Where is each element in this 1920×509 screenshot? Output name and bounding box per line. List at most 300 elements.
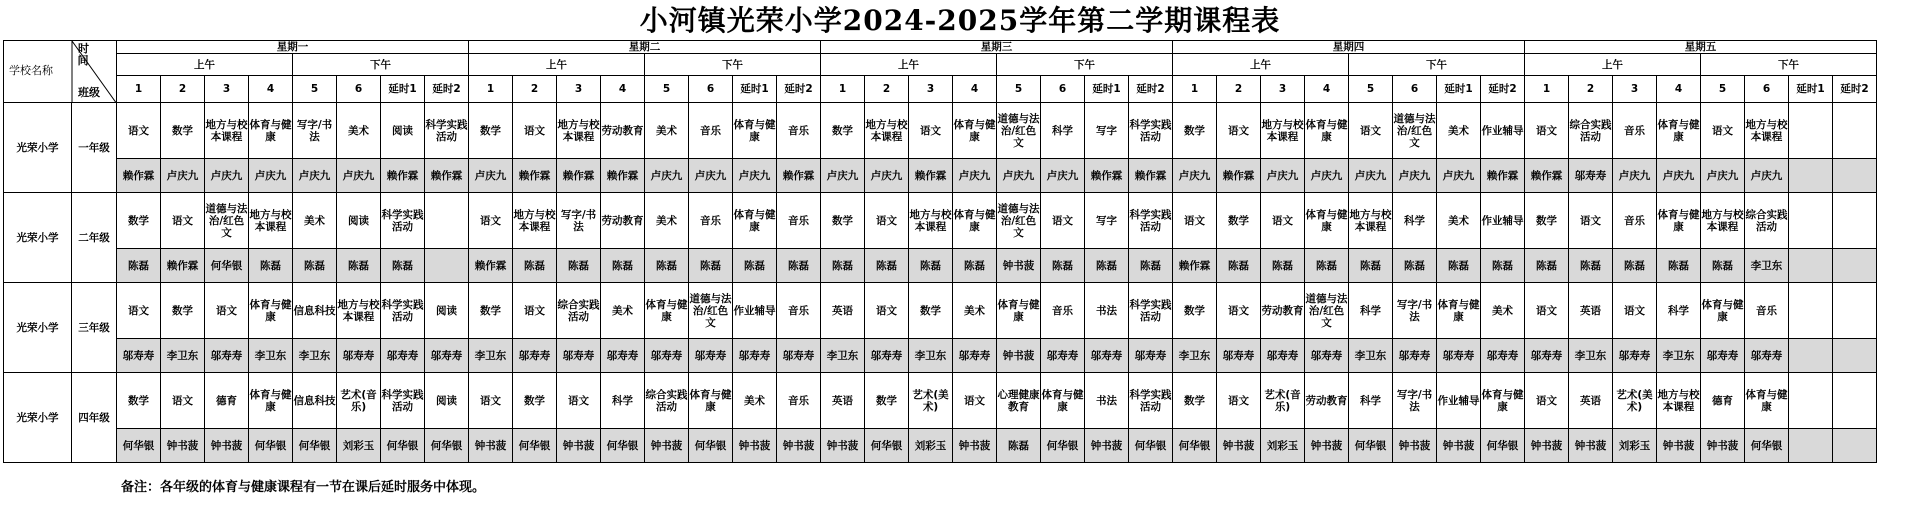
subject-cell xyxy=(425,373,469,429)
teacher-cell: 陈磊 xyxy=(1437,249,1481,283)
subject-cell xyxy=(1613,283,1657,339)
subject-cell xyxy=(205,193,249,249)
subject-cell xyxy=(1657,373,1701,429)
subject-cell xyxy=(1437,193,1481,249)
subject-name: 数学 xyxy=(1228,214,1249,227)
teacher-cell xyxy=(1833,159,1877,193)
subject-name: 道德与法治/红色文 xyxy=(1393,112,1436,149)
teacher-cell: 陈磊 xyxy=(909,249,953,283)
teacher-cell xyxy=(1789,339,1833,373)
subject-cell xyxy=(557,283,601,339)
grade-cell: 三年级 xyxy=(72,283,117,373)
teacher-cell: 钟书菠 xyxy=(1657,429,1701,463)
teacher-cell: 陈磊 xyxy=(1525,249,1569,283)
period-header: 延时2 xyxy=(1129,76,1173,103)
subject-cell xyxy=(1569,283,1613,339)
subject-cell xyxy=(645,193,689,249)
period-header: 2 xyxy=(1217,76,1261,103)
subject-cell xyxy=(1349,373,1393,429)
teacher-cell xyxy=(425,249,469,283)
subject-name: 音乐 xyxy=(788,394,809,407)
teacher-cell: 陈磊 xyxy=(117,249,161,283)
class-row-teachers xyxy=(4,339,1877,373)
subject-name: 数学 xyxy=(832,124,853,137)
teacher-cell xyxy=(1789,249,1833,283)
subject-name: 书法 xyxy=(1096,304,1117,317)
teacher-cell: 邬寿寿 xyxy=(1085,339,1129,373)
school-name-cell: 光荣小学 xyxy=(4,283,72,373)
subject-cell xyxy=(1437,283,1481,339)
teacher-cell: 何华银 xyxy=(865,429,909,463)
period-header: 5 xyxy=(1701,76,1745,103)
subject-cell xyxy=(161,283,205,339)
subject-cell xyxy=(249,373,293,429)
subject-name: 语文 xyxy=(172,214,193,227)
teacher-cell: 陈磊 xyxy=(1085,249,1129,283)
subject-name: 地方与校本课程 xyxy=(909,208,952,233)
subject-cell xyxy=(1437,103,1481,159)
teacher-cell: 陈磊 xyxy=(777,249,821,283)
teacher-cell: 赖作霖 xyxy=(557,159,601,193)
period-header: 1 xyxy=(821,76,865,103)
subject-cell xyxy=(1041,193,1085,249)
subject-cell xyxy=(1789,283,1833,339)
subject-cell xyxy=(953,373,997,429)
subject-name: 语文 xyxy=(1228,124,1249,137)
teacher-cell: 李卫东 xyxy=(249,339,293,373)
teacher-cell: 钟书菠 xyxy=(1217,429,1261,463)
teacher-cell: 邬寿寿 xyxy=(1745,339,1789,373)
period-header: 3 xyxy=(557,76,601,103)
teacher-cell: 赖作霖 xyxy=(513,159,557,193)
subject-cell xyxy=(909,193,953,249)
teacher-cell: 钟书菠 xyxy=(645,429,689,463)
subject-cell xyxy=(645,103,689,159)
teacher-cell: 邬寿寿 xyxy=(1305,339,1349,373)
class-row-subjects xyxy=(4,373,1877,429)
teacher-cell: 李卫东 xyxy=(1173,339,1217,373)
subject-cell xyxy=(1349,103,1393,159)
subject-name: 艺术(音乐) xyxy=(340,388,377,413)
teacher-cell: 钟书菠 xyxy=(1437,429,1481,463)
subject-cell xyxy=(733,103,777,159)
subject-name: 地方与校本课程 xyxy=(557,118,600,143)
subject-name: 语文 xyxy=(1228,394,1249,407)
teacher-cell: 何华银 xyxy=(689,429,733,463)
class-row-subjects xyxy=(4,283,1877,339)
grade-cell: 二年级 xyxy=(72,193,117,283)
subject-cell xyxy=(117,283,161,339)
teacher-cell: 李卫东 xyxy=(293,339,337,373)
teacher-cell: 陈磊 xyxy=(997,429,1041,463)
subject-name: 体育与健康 xyxy=(733,208,776,233)
subject-cell xyxy=(689,193,733,249)
subject-name: 作业辅导 xyxy=(1481,124,1524,137)
subject-name: 阅读 xyxy=(436,304,457,317)
subject-name: 写字 xyxy=(1096,124,1117,137)
teacher-cell: 钟书菠 xyxy=(821,429,865,463)
subject-name: 语文 xyxy=(128,304,149,317)
subject-name: 体育与健康 xyxy=(645,298,688,323)
subject-cell xyxy=(601,283,645,339)
subject-name: 科学 xyxy=(1360,394,1381,407)
subject-name: 科学实践活动 xyxy=(381,298,424,323)
subject-cell xyxy=(249,283,293,339)
teacher-cell: 卢庆九 xyxy=(1041,159,1085,193)
teacher-cell: 陈磊 xyxy=(1261,249,1305,283)
teacher-cell: 邬寿寿 xyxy=(557,339,601,373)
subject-name: 地方与校本课程 xyxy=(1701,208,1744,233)
subject-cell xyxy=(689,283,733,339)
subject-cell xyxy=(425,283,469,339)
teacher-cell: 卢庆九 xyxy=(1701,159,1745,193)
teacher-cell: 赖作霖 xyxy=(381,159,425,193)
subject-name: 语文 xyxy=(1272,214,1293,227)
subject-name: 科学实践活动 xyxy=(1129,388,1172,413)
header-corner-cell xyxy=(4,41,117,103)
subject-cell xyxy=(1481,193,1525,249)
subject-cell xyxy=(557,373,601,429)
header-row-periods xyxy=(4,76,1877,103)
subject-cell xyxy=(1129,193,1173,249)
teacher-cell xyxy=(1833,339,1877,373)
teacher-cell: 邬寿寿 xyxy=(1525,339,1569,373)
teacher-cell: 李卫东 xyxy=(909,339,953,373)
subject-cell xyxy=(909,283,953,339)
subject-cell xyxy=(1569,193,1613,249)
subject-cell xyxy=(1261,373,1305,429)
period-header: 4 xyxy=(249,76,293,103)
class-row-teachers xyxy=(4,249,1877,283)
subject-cell xyxy=(425,193,469,249)
teacher-cell: 卢庆九 xyxy=(865,159,909,193)
teacher-cell: 何华银 xyxy=(381,429,425,463)
teacher-cell: 邬寿寿 xyxy=(1437,339,1481,373)
subject-name: 美术 xyxy=(348,124,369,137)
subject-name: 语文 xyxy=(1052,214,1073,227)
subject-name: 劳动教育 xyxy=(601,124,644,137)
teacher-cell: 赖作霖 xyxy=(601,159,645,193)
subject-cell xyxy=(1525,193,1569,249)
subject-cell xyxy=(513,103,557,159)
subject-cell xyxy=(513,283,557,339)
teacher-cell: 何华银 xyxy=(117,429,161,463)
subject-name: 美术 xyxy=(1448,124,1469,137)
teacher-cell: 何华银 xyxy=(205,249,249,283)
subject-name: 音乐 xyxy=(1756,304,1777,317)
subject-cell xyxy=(381,283,425,339)
subject-cell xyxy=(1613,103,1657,159)
subject-name: 信息科技 xyxy=(293,394,336,407)
subject-name: 科学 xyxy=(612,394,633,407)
subject-cell xyxy=(249,103,293,159)
subject-name: 劳动教育 xyxy=(601,214,644,227)
subject-cell xyxy=(469,373,513,429)
day-header: 星期二 xyxy=(469,41,821,54)
subject-name: 道德与法治/红色文 xyxy=(205,202,248,239)
subject-cell xyxy=(1173,193,1217,249)
subject-name: 语文 xyxy=(524,124,545,137)
subject-name: 地方与校本课程 xyxy=(1657,388,1700,413)
teacher-cell: 卢庆九 xyxy=(645,159,689,193)
subject-cell xyxy=(1569,103,1613,159)
subject-cell xyxy=(381,373,425,429)
teacher-cell: 陈磊 xyxy=(645,249,689,283)
subject-cell xyxy=(1701,193,1745,249)
period-header: 延时1 xyxy=(381,76,425,103)
subject-cell xyxy=(1041,373,1085,429)
period-header: 2 xyxy=(1569,76,1613,103)
subject-name: 科学 xyxy=(1052,124,1073,137)
teacher-cell: 卢庆九 xyxy=(1349,159,1393,193)
subject-name: 美术 xyxy=(1448,214,1469,227)
morning-header: 上午 xyxy=(1525,54,1701,76)
subject-name: 数学 xyxy=(1184,304,1205,317)
teacher-cell: 陈磊 xyxy=(1569,249,1613,283)
subject-name: 综合实践活动 xyxy=(1569,118,1612,143)
subject-name: 作业辅导 xyxy=(733,304,776,317)
teacher-cell: 卢庆九 xyxy=(1305,159,1349,193)
subject-cell xyxy=(1393,373,1437,429)
subject-cell xyxy=(1393,103,1437,159)
teacher-cell: 陈磊 xyxy=(689,249,733,283)
subject-cell xyxy=(821,193,865,249)
subject-cell xyxy=(909,373,953,429)
subject-name: 数学 xyxy=(172,124,193,137)
subject-cell xyxy=(557,103,601,159)
subject-cell xyxy=(1745,283,1789,339)
subject-cell xyxy=(425,103,469,159)
subject-cell xyxy=(1217,283,1261,339)
subject-cell xyxy=(997,103,1041,159)
teacher-cell xyxy=(1833,429,1877,463)
subject-name: 阅读 xyxy=(392,124,413,137)
period-header: 3 xyxy=(909,76,953,103)
period-header: 3 xyxy=(205,76,249,103)
subject-cell xyxy=(381,193,425,249)
teacher-cell: 何华银 xyxy=(1173,429,1217,463)
period-header: 6 xyxy=(1745,76,1789,103)
subject-cell xyxy=(1701,373,1745,429)
period-header: 3 xyxy=(1613,76,1657,103)
subject-cell xyxy=(689,103,733,159)
teacher-cell: 陈磊 xyxy=(381,249,425,283)
day-header: 星期一 xyxy=(117,41,469,54)
teacher-cell: 卢庆九 xyxy=(953,159,997,193)
teacher-cell: 邬寿寿 xyxy=(733,339,777,373)
subject-name: 数学 xyxy=(832,214,853,227)
subject-name: 数学 xyxy=(128,394,149,407)
subject-name: 数学 xyxy=(1184,124,1205,137)
teacher-cell: 李卫东 xyxy=(821,339,865,373)
teacher-cell: 陈磊 xyxy=(953,249,997,283)
subject-cell xyxy=(601,373,645,429)
subject-cell xyxy=(1217,373,1261,429)
subject-name: 语文 xyxy=(876,304,897,317)
subject-cell xyxy=(1173,103,1217,159)
teacher-cell: 赖作霖 xyxy=(909,159,953,193)
subject-cell xyxy=(1261,103,1305,159)
afternoon-header: 下午 xyxy=(1349,54,1525,76)
teacher-cell: 邬寿寿 xyxy=(117,339,161,373)
class-row-subjects xyxy=(4,193,1877,249)
subject-name: 音乐 xyxy=(1052,304,1073,317)
subject-cell xyxy=(1481,283,1525,339)
subject-name: 音乐 xyxy=(788,124,809,137)
class-row-teachers xyxy=(4,159,1877,193)
subject-cell xyxy=(1745,373,1789,429)
subject-cell xyxy=(953,283,997,339)
subject-name: 体育与健康 xyxy=(249,388,292,413)
subject-name: 美术 xyxy=(964,304,985,317)
teacher-cell: 赖作霖 xyxy=(777,159,821,193)
teacher-cell: 何华银 xyxy=(513,429,557,463)
teacher-cell xyxy=(1789,429,1833,463)
header-row-days xyxy=(4,41,1877,54)
subject-name: 写字/书法 xyxy=(1396,298,1433,323)
subject-name: 语文 xyxy=(964,394,985,407)
teacher-cell: 钟书菠 xyxy=(161,429,205,463)
subject-cell xyxy=(205,283,249,339)
teacher-cell: 邬寿寿 xyxy=(865,339,909,373)
teacher-cell: 钟书菠 xyxy=(733,429,777,463)
class-row-teachers xyxy=(4,429,1877,463)
subject-cell xyxy=(1525,103,1569,159)
subject-cell xyxy=(601,103,645,159)
teacher-cell: 刘彩玉 xyxy=(337,429,381,463)
teacher-cell: 钟书菠 xyxy=(1525,429,1569,463)
period-header: 1 xyxy=(1525,76,1569,103)
teacher-cell: 刘彩玉 xyxy=(1613,429,1657,463)
subject-cell xyxy=(1393,193,1437,249)
subject-cell xyxy=(1305,283,1349,339)
teacher-cell: 邬寿寿 xyxy=(1393,339,1437,373)
teacher-cell: 邬寿寿 xyxy=(513,339,557,373)
teacher-cell: 赖作霖 xyxy=(117,159,161,193)
teacher-cell: 钟书菠 xyxy=(997,339,1041,373)
teacher-cell: 邬寿寿 xyxy=(381,339,425,373)
morning-header: 上午 xyxy=(117,54,293,76)
subject-name: 道德与法治/红色文 xyxy=(1305,292,1348,329)
subject-cell xyxy=(997,283,1041,339)
subject-name: 语文 xyxy=(568,394,589,407)
subject-name: 数学 xyxy=(920,304,941,317)
period-header: 延时2 xyxy=(1481,76,1525,103)
subject-name: 音乐 xyxy=(700,124,721,137)
teacher-cell: 何华银 xyxy=(601,429,645,463)
subject-cell xyxy=(1833,193,1877,249)
subject-name: 语文 xyxy=(1360,124,1381,137)
subject-cell xyxy=(1701,283,1745,339)
period-header: 延时1 xyxy=(1085,76,1129,103)
teacher-cell: 何华银 xyxy=(425,429,469,463)
teacher-cell: 陈磊 xyxy=(1613,249,1657,283)
teacher-cell: 何华银 xyxy=(1129,429,1173,463)
teacher-cell: 卢庆九 xyxy=(1393,159,1437,193)
teacher-cell: 赖作霖 xyxy=(1173,249,1217,283)
subject-cell xyxy=(645,283,689,339)
subject-cell xyxy=(1613,373,1657,429)
period-header: 1 xyxy=(117,76,161,103)
subject-name: 科学实践活动 xyxy=(381,208,424,233)
subject-name: 语文 xyxy=(524,304,545,317)
subject-cell xyxy=(337,103,381,159)
period-header: 4 xyxy=(601,76,645,103)
teacher-cell: 陈磊 xyxy=(1657,249,1701,283)
teacher-cell: 卢庆九 xyxy=(1657,159,1701,193)
school-name-cell: 光荣小学 xyxy=(4,373,72,463)
teacher-cell: 邬寿寿 xyxy=(953,339,997,373)
subject-name: 数学 xyxy=(172,304,193,317)
subject-cell xyxy=(513,373,557,429)
subject-name: 科学 xyxy=(1404,214,1425,227)
teacher-cell: 钟书菠 xyxy=(953,429,997,463)
teacher-cell: 卢庆九 xyxy=(689,159,733,193)
teacher-cell: 卢庆九 xyxy=(821,159,865,193)
subject-cell xyxy=(909,103,953,159)
teacher-cell: 钟书菠 xyxy=(1701,429,1745,463)
subject-name: 综合实践活动 xyxy=(1745,208,1788,233)
teacher-cell: 李卫东 xyxy=(469,339,513,373)
teacher-cell: 卢庆九 xyxy=(293,159,337,193)
subject-cell xyxy=(117,103,161,159)
subject-name: 音乐 xyxy=(788,304,809,317)
subject-cell xyxy=(249,193,293,249)
teacher-cell: 陈磊 xyxy=(1481,249,1525,283)
subject-name: 地方与校本课程 xyxy=(513,208,556,233)
subject-name: 英语 xyxy=(1580,394,1601,407)
teacher-cell: 邬寿寿 xyxy=(601,339,645,373)
teacher-cell: 陈磊 xyxy=(865,249,909,283)
subject-name: 语文 xyxy=(216,304,237,317)
teacher-cell: 陈磊 xyxy=(1393,249,1437,283)
subject-cell xyxy=(161,103,205,159)
subject-name: 音乐 xyxy=(1624,214,1645,227)
subject-name: 劳动教育 xyxy=(1305,394,1348,407)
subject-name: 体育与健康 xyxy=(1657,118,1700,143)
teacher-cell: 陈磊 xyxy=(601,249,645,283)
subject-name: 体育与健康 xyxy=(1481,388,1524,413)
morning-header: 上午 xyxy=(821,54,997,76)
subject-name: 作业辅导 xyxy=(1481,214,1524,227)
subject-name: 写字/书法 xyxy=(1396,388,1433,413)
subject-name: 体育与健康 xyxy=(1041,388,1084,413)
subject-name: 语文 xyxy=(1184,214,1205,227)
subject-name: 语文 xyxy=(172,394,193,407)
teacher-cell: 卢庆九 xyxy=(337,159,381,193)
subject-cell xyxy=(689,373,733,429)
teacher-cell: 卢庆九 xyxy=(205,159,249,193)
period-header: 延时1 xyxy=(1789,76,1833,103)
day-header: 星期四 xyxy=(1173,41,1525,54)
subject-cell xyxy=(601,193,645,249)
subject-name: 体育与健康 xyxy=(733,118,776,143)
day-header: 星期五 xyxy=(1525,41,1877,54)
subject-cell xyxy=(777,193,821,249)
subject-name: 作业辅导 xyxy=(1437,394,1480,407)
period-header: 6 xyxy=(689,76,733,103)
teacher-cell: 钟书菠 xyxy=(997,249,1041,283)
teacher-cell: 邬寿寿 xyxy=(1217,339,1261,373)
teacher-cell: 卢庆九 xyxy=(469,159,513,193)
time-label: 时 xyxy=(78,42,89,55)
teacher-cell: 李卫东 xyxy=(1745,249,1789,283)
subject-name: 道德与法治/红色文 xyxy=(997,202,1040,239)
subject-cell xyxy=(337,373,381,429)
period-header: 5 xyxy=(293,76,337,103)
teacher-cell: 邬寿寿 xyxy=(1261,339,1305,373)
subject-cell xyxy=(1789,373,1833,429)
